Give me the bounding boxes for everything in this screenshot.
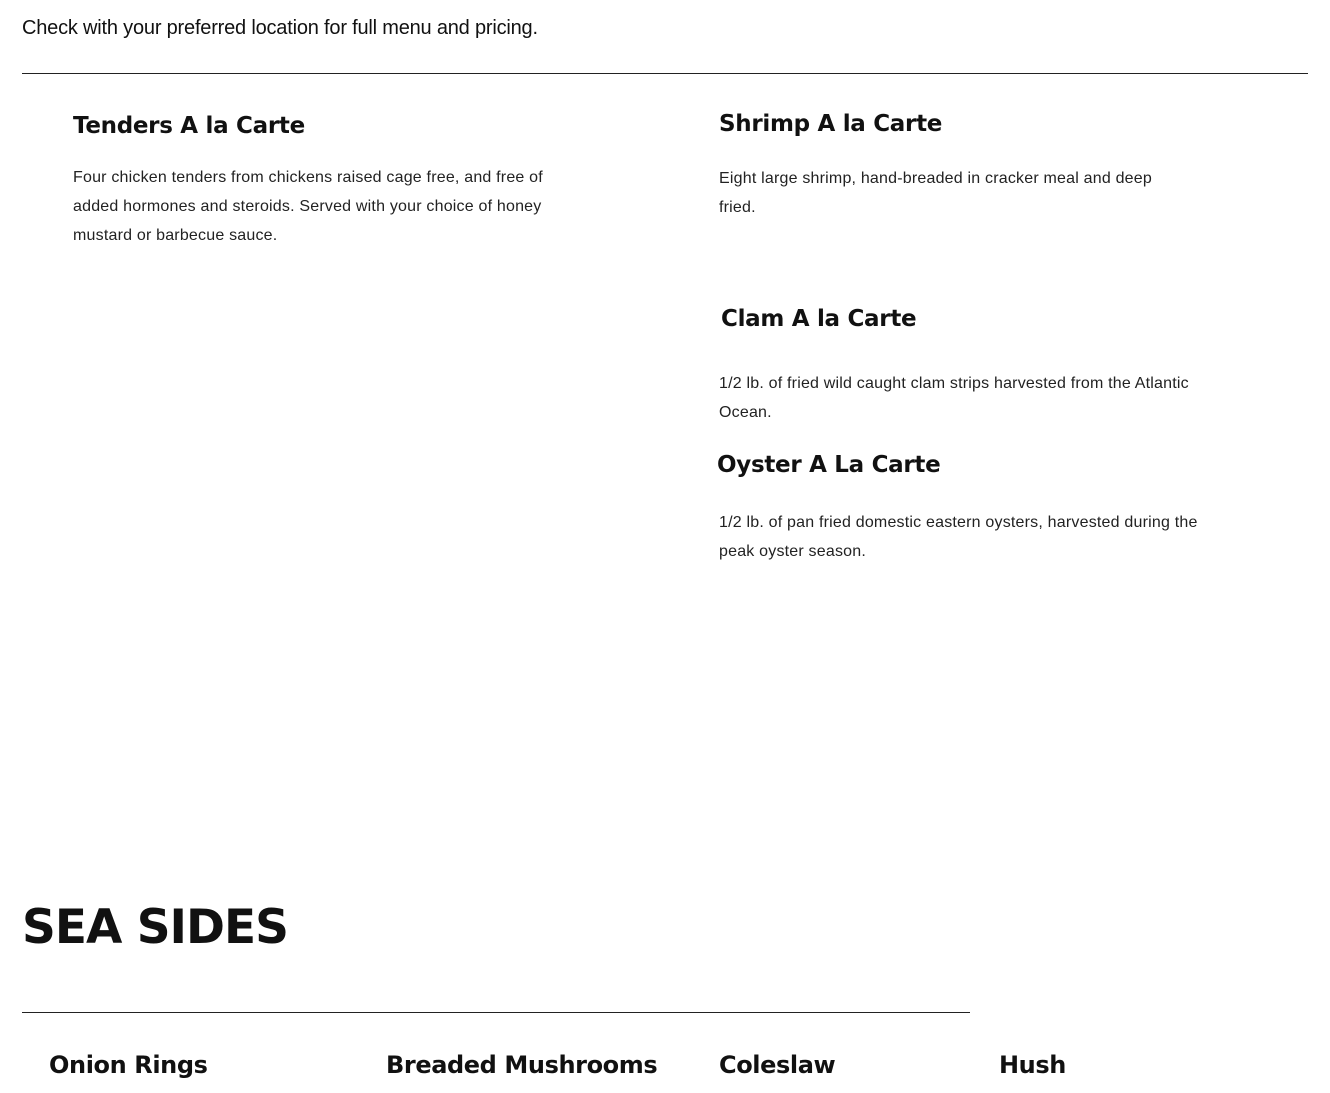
sea-sides-divider (22, 1012, 970, 1013)
side-title-onion-rings: Onion Rings (49, 1051, 208, 1079)
item-description-oyster: 1/2 lb. of pan fried domestic eastern oysters, harvested during the peak oyster season. (719, 514, 1198, 560)
side-title-hush: Hush (999, 1051, 1066, 1079)
side-title-coleslaw: Coleslaw (719, 1051, 836, 1079)
item-title-clam: Clam A la Carte (721, 306, 917, 332)
section-heading-sea-sides: SEA SIDES (22, 900, 289, 955)
item-description-clam: 1/2 lb. of fried wild caught clam strips harvested from the Atlantic Ocean. (719, 375, 1189, 421)
item-title-shrimp: Shrimp A la Carte (719, 111, 943, 137)
item-title-tenders: Tenders A la Carte (73, 113, 305, 139)
item-description-tenders: Four chicken tenders from chickens raised cage free, and free of added hormones and steroids. Served with your choice of honey mustard or barbecue sauce. (73, 169, 543, 244)
section-divider (22, 73, 1308, 74)
menu-notice: Check with your preferred location for full menu and pricing. (22, 17, 538, 39)
side-title-breaded-mushrooms: Breaded Mushrooms (386, 1051, 658, 1079)
item-description-shrimp: Eight large shrimp, hand-breaded in cracker meal and deep fried. (719, 170, 1152, 216)
item-title-oyster: Oyster A La Carte (717, 452, 941, 478)
